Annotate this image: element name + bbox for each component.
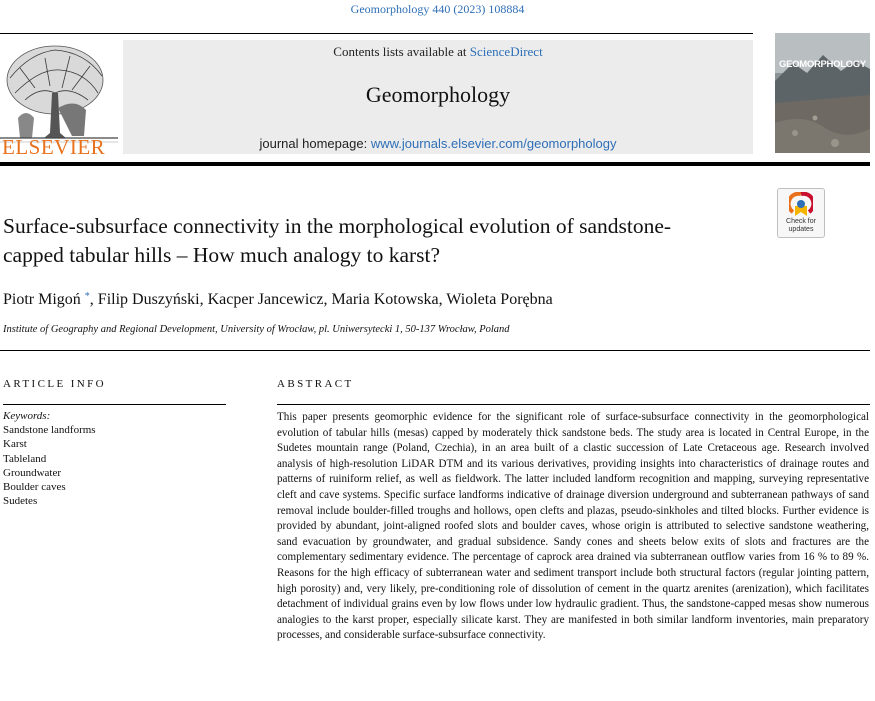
keyword-item: Karst: [3, 438, 27, 451]
abstract-rule: [277, 404, 870, 405]
contents-prefix: Contents lists available at: [333, 44, 470, 59]
journal-homepage-link[interactable]: www.journals.elsevier.com/geomorphology: [370, 136, 617, 151]
keywords-list: [3, 423, 96, 509]
cover-title: GEOMORPHOLOGY: [779, 59, 866, 70]
check-updates-icon: [789, 192, 813, 218]
keyword-item: Sudetes: [3, 495, 38, 508]
keyword-item: Tableland: [3, 452, 47, 465]
check-updates-line1: Check for: [786, 218, 816, 225]
author-rest[interactable]: , Filip Duszyński, Kacper Jancewicz, Maria Kotowska, Wioleta Porębna: [89, 291, 553, 308]
journal-citation-link[interactable]: Geomorphology 440 (2023) 108884: [350, 2, 525, 16]
contents-line: [123, 44, 753, 60]
keywords-label: Keywords:: [3, 410, 51, 422]
check-for-updates-button[interactable]: [777, 188, 825, 238]
author-first[interactable]: Piotr Migoń: [3, 291, 81, 308]
abstract-text: This paper presents geomorphic evidence for the significant role of surface-subsurface connectivity in the geomorphological evolution of tabular hills (mesas) capped by moderately thick sandstone beds. The study area is located in Central Europe, in the Sudetes mountain range (Poland, Czechia), in an area built of a clastic succession of Late Cretaceous age. Research involved analysis of high-resolution LiDAR DTM and its various derivatives, providing insights into characteristics of drainage routes and patterns of ruiniform relief, as well as fieldwork. The latter included landform recognition and mapping, surveying representative cleft and cave systems. Specific surface landforms indicative of drainage diversion underground and subterranean pathways of sand removal include boulder-filled troughs and hollows, open clefts and plazas, pseudo-sinkholes and tilted blocks. Further evidence is provided by abundant, joint-aligned roofed slots and boulder caves, whose origin is attributed to selective sandstone weathering, sand evacuation by groundwater, and gradual subsidence. Sandy cones and sheets below exits of slots and fractures are the complementary sedimentary evidence. The percentage of caprock area drained via subterranean outflow varies from 16 % to 89 %. Reasons for the high efficacy of subterranean water and sediment transport include both structural factors (regular jointing pattern, high porosity) and, very likely, pre-conditioning role of dissolution of cement in the quartz arenites (arenization), which facilitates detachment of individual grains even by low flows under low hydraulic gradient. Thus, the sandstone-capped mesas show numerous analogies to the karst proper, especially silicate karst. They are manifested in both similar landform inventories, main preparatory processes, and considerable surface-subsurface connectivity.: [277, 411, 869, 642]
article-info-rule: [3, 404, 226, 405]
affiliation: Institute of Geography and Regional Development, University of Wrocław, pl. Uniwersytecki 1, 50-137 Wrocław, Poland: [3, 324, 510, 335]
section-rule: [0, 350, 870, 351]
check-updates-label: [778, 218, 824, 234]
journal-name: Geomorphology: [365, 82, 511, 107]
elsevier-wordmark: ELSEVIER: [2, 135, 106, 159]
check-updates-line2: updates: [788, 226, 814, 233]
abstract-heading: ABSTRACT: [277, 378, 354, 390]
keyword-item: Boulder caves: [3, 481, 66, 494]
header-bottom-rule: [0, 162, 870, 166]
cover-illustration: [775, 33, 870, 153]
keyword-item: Groundwater: [3, 466, 62, 479]
corresponding-author-mark[interactable]: *: [84, 291, 90, 302]
article-info-heading: ARTICLE INFO: [3, 378, 106, 390]
sciencedirect-link[interactable]: ScienceDirect: [469, 44, 543, 59]
homepage-prefix: journal homepage:: [259, 136, 371, 151]
header-top-rule: [0, 33, 753, 34]
paper-title: Surface-subsurface connectivity in the morphological evolution of sandstone-capped tabular hills – How much analogy to karst?: [3, 214, 672, 267]
keyword-item: Sandstone landforms: [3, 424, 96, 436]
homepage-line: [123, 136, 753, 151]
journal-cover-image[interactable]: [775, 33, 870, 153]
author-list: [3, 291, 553, 309]
